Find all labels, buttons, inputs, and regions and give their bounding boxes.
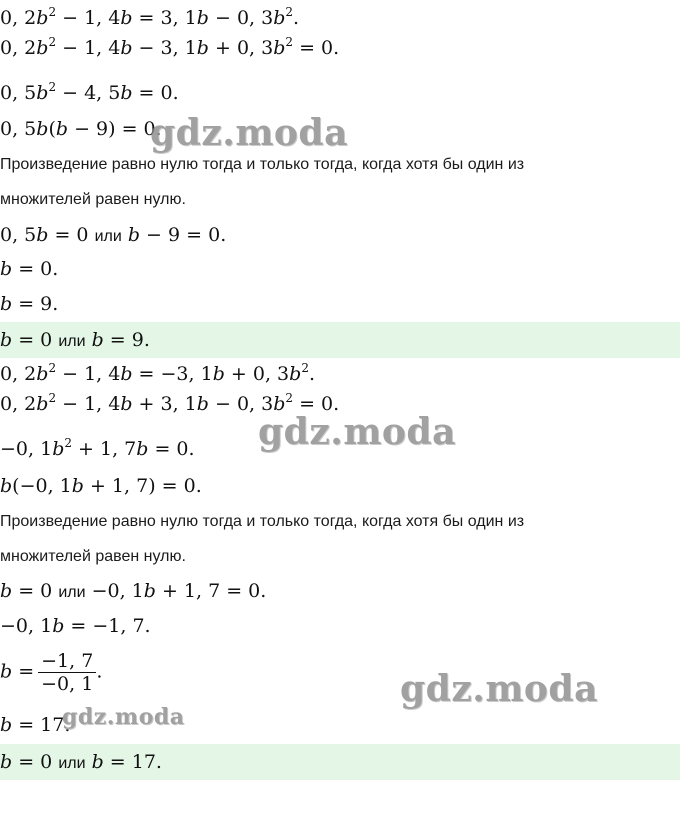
fraction-denominator: −0, 1	[41, 673, 94, 695]
equation-line-8: 0, $2b^2 - 1$, 4b = −3, 1b + 0, $3b^2$.	[0, 361, 315, 385]
explanation-text-1a: Произведение равно нулю тогда и только тогда, когда хотя бы один из	[0, 156, 525, 173]
equation-line-10: −0, $1b^2 + 1$, 7b = 0.	[0, 436, 195, 460]
fraction	[38, 650, 96, 695]
or-word: или	[94, 228, 122, 245]
equation-line-12: b = 0 или −0, 1b + 1, 7 = 0.	[0, 580, 267, 602]
equation-line-6: b = 0.	[0, 258, 59, 280]
equation-line-3: 0, $5b^2 - 4$, 5b = 0.	[0, 80, 179, 104]
watermark-logo: gdz.moda	[150, 112, 348, 154]
or-word: или	[58, 333, 86, 350]
equation-line-2: 0, $2b^2 - 1$, 4b − 3, 1b + 0, $3b^2 = 0$.	[0, 35, 340, 59]
equation-line-4: 0, 5b(b − 9) = 0.	[0, 118, 162, 140]
explanation-text-2b: множителей равен нулю.	[0, 548, 186, 565]
equation-line-14: b = $\frac{-1, 7}{-0, 1}$ .	[0, 650, 103, 695]
watermark-logo: gdz.moda	[400, 668, 598, 710]
equation-line-5: 0, 5b = 0 или b − 9 = 0.	[0, 224, 227, 246]
explanation-text-1b: множителей равен нулю.	[0, 191, 186, 208]
equation-line-7: b = 9.	[0, 293, 59, 315]
answer-line-1: b = 0 или b = 9.	[0, 329, 150, 351]
equation-line-11: b(−0, 1b + 1, 7) = 0.	[0, 475, 202, 497]
fraction-numerator: −1, 7	[38, 650, 96, 673]
watermark-logo: gdz.moda	[62, 704, 185, 730]
or-word: или	[58, 584, 86, 601]
equation-line-15: b = 17.	[0, 714, 71, 736]
equation-line-1: 0, $2b^2 - 1$, 4b = 3, 1b − 0, $3b^2$.	[0, 5, 300, 29]
answer-line-2: b = 0 или b = 17.	[0, 751, 162, 773]
equation-line-9: 0, $2b^2 - 1$, 4b + 3, 1b − 0, $3b^2 = 0$.	[0, 391, 340, 415]
equation-line-13: −0, 1b = −1, 7.	[0, 615, 151, 637]
explanation-text-2a: Произведение равно нулю тогда и только тогда, когда хотя бы один из	[0, 513, 525, 530]
or-word: или	[58, 755, 86, 772]
watermark-logo: gdz.moda	[258, 411, 456, 453]
